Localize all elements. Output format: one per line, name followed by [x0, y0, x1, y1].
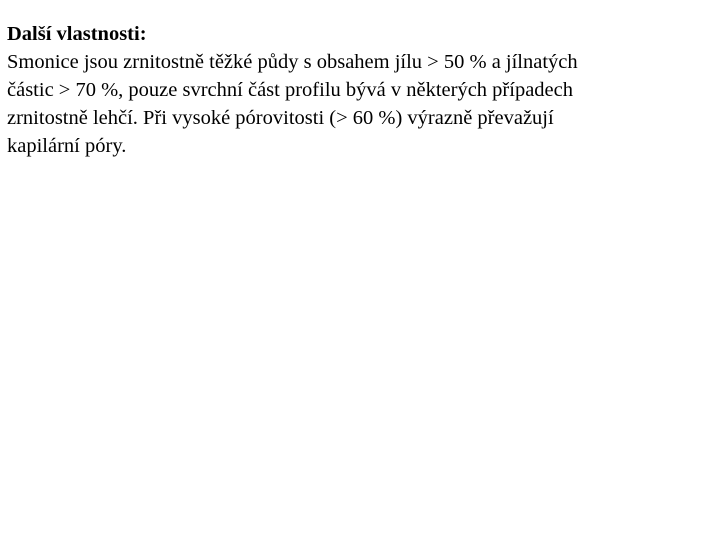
paragraph-line: částic > 70 %, pouze svrchní část profilu bývá v některých případech: [7, 79, 574, 101]
paragraph-line: kapilární póry.: [7, 135, 127, 157]
paragraph-line: Smonice jsou zrnitostně těžké půdy s obsahem jílu > 50 % a jílnatých: [7, 51, 578, 73]
slide-content: [7, 20, 707, 160]
body-paragraph: [7, 48, 707, 160]
paragraph-line: zrnitostně lehčí. Při vysoké pórovitosti (> 60 %) výrazně převažují: [7, 107, 554, 129]
section-heading: Další vlastnosti:: [7, 23, 147, 45]
